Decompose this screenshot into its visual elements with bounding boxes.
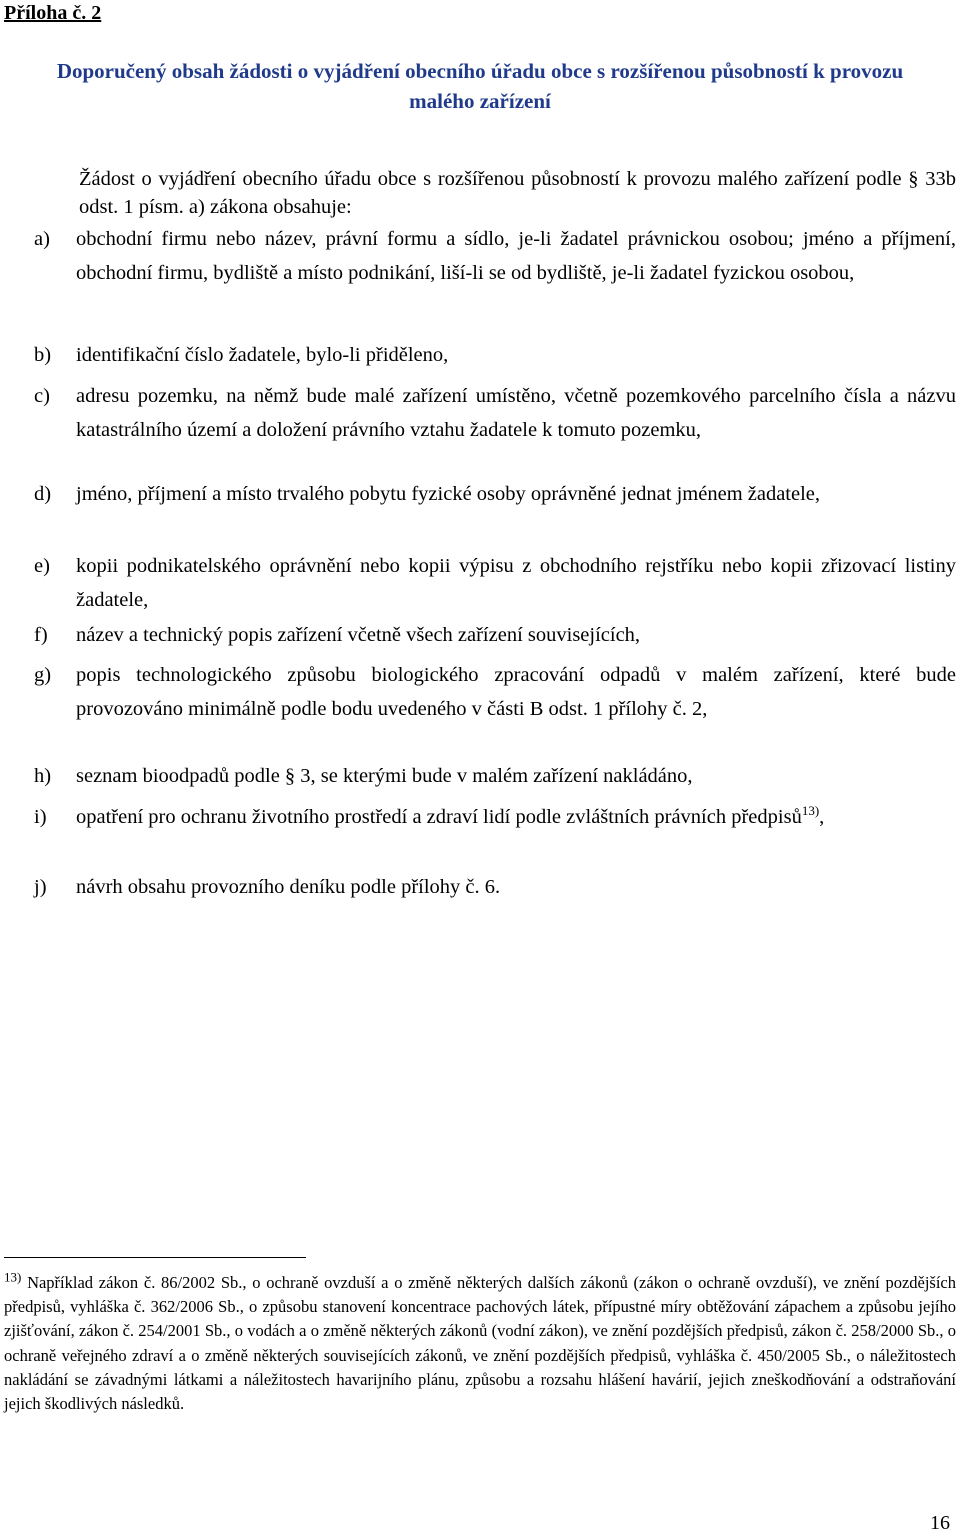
list-item-letter: a) <box>34 228 50 250</box>
intro-paragraph: Žádost o vyjádření obecního úřadu obce s rozšířenou působností k provozu malého zařízení podle § 33b odst. 1 písm. a) zákona obsahuje: <box>79 168 956 218</box>
footnote-reference: 13) <box>801 803 820 819</box>
footnote-separator <box>4 1257 306 1258</box>
list-item-letter: c) <box>34 385 50 407</box>
footnote-marker: 13) <box>4 1269 22 1285</box>
list-item-letter: d) <box>34 483 52 505</box>
footnote-text: Například zákon č. 86/2002 Sb., o ochraně ovzduší a o změně některých dalších zákonů (zákon o ochraně ovzduší), ve znění pozdějších předpisů, vyhláška č. 362/2006 Sb., o způsobu stanovení koncentrace pachových látek, přípustné míry obtěžování zápachem a způsobu jejího zjišťování, zákon č. 254/2001 Sb., o vodách a o změně některých zákonů (vodní zákon), ve znění pozdějších předpisů, zákon č. 258/2000 Sb., o ochraně veřejného zdraví a o změně některých souvisejících zákonů, ve znění pozdějších předpisů, vyhláška č. 450/2005 Sb., o náležitostech nakládání se závadnými látkami a náležitostech havarijního plánu, způsobu a rozsahu hlášení havárií, jejich zneškodňování a odstraňování jejich škodlivých následků. <box>4 1273 956 1414</box>
list-item-text: adresu pozemku, na němž bude malé zařízení umístěno, včetně pozemkového parcelního čísla a názvu katastrálního území a doložení právního vztahu žadatele k tomuto pozemku, <box>76 385 956 441</box>
list-item-letter: j) <box>34 876 47 898</box>
list-item-text: identifikační číslo žadatele, bylo-li přiděleno, <box>76 344 449 366</box>
list-item-text <box>76 800 956 834</box>
list-item-letter: g) <box>34 664 52 686</box>
list-item-text: seznam bioodpadů podle § 3, se kterými bude v malém zařízení nakládáno, <box>76 765 693 787</box>
list-item-text: jméno, příjmení a místo trvalého pobytu fyzické osoby oprávněné jednat jménem žadatele, <box>76 483 821 505</box>
list-item-letter: h) <box>34 765 52 787</box>
list-item-text: kopii podnikatelského oprávnění nebo kopii výpisu z obchodního rejstříku nebo kopii zřizovací listiny žadatele, <box>76 555 956 611</box>
list-item-letter: b) <box>34 344 52 366</box>
list-item-letter: f) <box>34 624 48 646</box>
footnote <box>4 1271 956 1416</box>
list-item-text: návrh obsahu provozního deníku podle přílohy č. 6. <box>76 876 501 898</box>
list-item-letter: i) <box>34 806 47 828</box>
page-number: 16 <box>930 1512 950 1534</box>
list-item-text: popis technologického způsobu biologického zpracování odpadů v malém zařízení, které bude provozováno minimálně podle bodu uvedeného v části B odst. 1 přílohy č. 2, <box>76 664 956 720</box>
list-item-text-body: opatření pro ochranu životního prostředí a zdraví lidí podle zvláštních právních předpisů <box>76 806 802 828</box>
list-item-letter: e) <box>34 555 50 577</box>
document-title: Doporučený obsah žádosti o vyjádření obecního úřadu obce s rozšířenou působností k provozu malého zařízení <box>56 59 904 113</box>
list-item-text-end: , <box>819 806 825 828</box>
list-item-text: obchodní firmu nebo název, právní formu a sídlo, je-li žadatel právnickou osobou; jméno a příjmení, obchodní firmu, bydliště a místo podnikání, liší-li se od bydliště, je-li žadatel fyzickou osobou, <box>76 228 956 284</box>
annex-label: Příloha č. 2 <box>4 2 102 24</box>
list-item-text: název a technický popis zařízení včetně všech zařízení souvisejících, <box>76 624 641 646</box>
